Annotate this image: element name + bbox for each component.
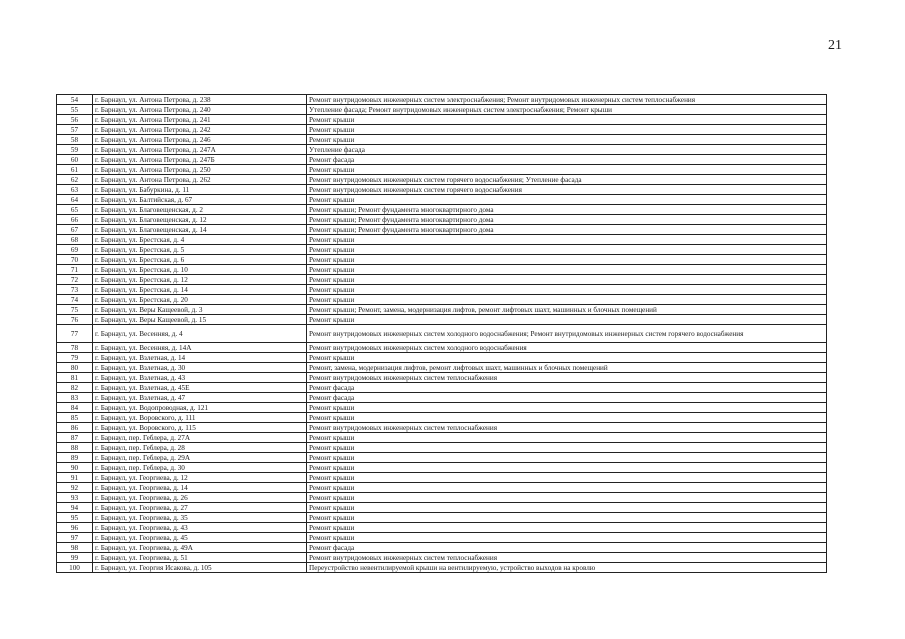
work-type-cell: Ремонт внутридомовых инженерных систем горячего водоснабжения; Утепление фасада [307, 175, 827, 185]
address-cell: г. Барнаул, пер. Геблера, д. 28 [93, 443, 307, 453]
row-number-cell: 65 [57, 205, 93, 215]
row-number-cell: 96 [57, 523, 93, 533]
work-type-cell: Ремонт крыши [307, 483, 827, 493]
row-number-cell: 99 [57, 553, 93, 563]
table-row [57, 433, 827, 443]
row-number-cell: 75 [57, 305, 93, 315]
table-row [57, 155, 827, 165]
address-cell: г. Барнаул, ул. Брестская, д. 6 [93, 255, 307, 265]
row-number-cell: 93 [57, 493, 93, 503]
table-row [57, 125, 827, 135]
table-row [57, 95, 827, 105]
work-type-cell: Ремонт крыши [307, 125, 827, 135]
address-cell: г. Барнаул, ул. Веры Кащеевой, д. 3 [93, 305, 307, 315]
row-number-cell: 64 [57, 195, 93, 205]
work-type-cell: Утепление фасада; Ремонт внутридомовых инженерных систем электроснабжения; Ремонт крыши [307, 105, 827, 115]
address-cell: г. Барнаул, ул. Антона Петрова, д. 241 [93, 115, 307, 125]
work-type-cell: Ремонт крыши [307, 135, 827, 145]
address-cell: г. Барнаул, ул. Воровского, д. 115 [93, 423, 307, 433]
row-number-cell: 92 [57, 483, 93, 493]
address-cell: г. Барнаул, ул. Георгиева, д. 45 [93, 533, 307, 543]
work-type-cell: Ремонт фасада [307, 393, 827, 403]
work-type-cell: Ремонт внутридомовых инженерных систем теплоснабжения [307, 553, 827, 563]
address-cell: г. Барнаул, ул. Бабуркина, д. 11 [93, 185, 307, 195]
table-row [57, 205, 827, 215]
table-row [57, 315, 827, 325]
address-cell: г. Барнаул, пер. Геблера, д. 27А [93, 433, 307, 443]
work-type-cell: Ремонт внутридомовых инженерных систем горячего водоснабжения [307, 185, 827, 195]
address-cell: г. Барнаул, ул. Антона Петрова, д. 250 [93, 165, 307, 175]
table-row [57, 135, 827, 145]
address-cell: г. Барнаул, ул. Брестская, д. 12 [93, 275, 307, 285]
row-number-cell: 55 [57, 105, 93, 115]
work-type-cell: Ремонт крыши [307, 463, 827, 473]
row-number-cell: 71 [57, 265, 93, 275]
row-number-cell: 68 [57, 235, 93, 245]
table-row [57, 373, 827, 383]
table-row [57, 305, 827, 315]
work-type-cell: Ремонт крыши [307, 245, 827, 255]
work-type-cell: Ремонт крыши [307, 195, 827, 205]
table-row [57, 225, 827, 235]
address-cell: г. Барнаул, ул. Весенняя, д. 4 [93, 325, 307, 343]
row-number-cell: 69 [57, 245, 93, 255]
address-cell: г. Барнаул, ул. Взлетная, д. 43 [93, 373, 307, 383]
address-cell: г. Барнаул, ул. Антона Петрова, д. 247Б [93, 155, 307, 165]
work-type-cell: Переустройство невентилируемой крыши на вентилируемую, устройство выходов на кровлю [307, 563, 827, 573]
table-row [57, 423, 827, 433]
address-cell: г. Барнаул, ул. Благовещенская, д. 12 [93, 215, 307, 225]
address-cell: г. Барнаул, пер. Геблера, д. 29А [93, 453, 307, 463]
table-row [57, 195, 827, 205]
row-number-cell: 95 [57, 513, 93, 523]
row-number-cell: 87 [57, 433, 93, 443]
work-type-cell: Ремонт крыши [307, 403, 827, 413]
address-cell: г. Барнаул, ул. Балтийская, д. 67 [93, 195, 307, 205]
row-number-cell: 66 [57, 215, 93, 225]
table-row [57, 513, 827, 523]
repair-registry-table [56, 94, 827, 573]
work-type-cell: Ремонт крыши [307, 295, 827, 305]
table-row [57, 363, 827, 373]
row-number-cell: 94 [57, 503, 93, 513]
work-type-cell: Ремонт внутридомовых инженерных систем электроснабжения; Ремонт внутридомовых инженерных систем теплоснабжения [307, 95, 827, 105]
work-type-cell: Ремонт крыши [307, 413, 827, 423]
work-type-cell: Ремонт внутридомовых инженерных систем теплоснабжения [307, 423, 827, 433]
row-number-cell: 100 [57, 563, 93, 573]
table-row [57, 275, 827, 285]
row-number-cell: 78 [57, 343, 93, 353]
table-row [57, 343, 827, 353]
address-cell: г. Барнаул, ул. Взлетная, д. 14 [93, 353, 307, 363]
row-number-cell: 57 [57, 125, 93, 135]
work-type-cell: Ремонт крыши [307, 513, 827, 523]
work-type-cell: Ремонт крыши; Ремонт фундамента многоквартирного дома [307, 205, 827, 215]
work-type-cell: Ремонт крыши [307, 255, 827, 265]
row-number-cell: 60 [57, 155, 93, 165]
row-number-cell: 62 [57, 175, 93, 185]
work-type-cell: Ремонт крыши [307, 285, 827, 295]
table-row [57, 393, 827, 403]
table-row [57, 165, 827, 175]
address-cell: г. Барнаул, ул. Антона Петрова, д. 240 [93, 105, 307, 115]
registry-body [57, 95, 827, 573]
address-cell: г. Барнаул, ул. Взлетная, д. 47 [93, 393, 307, 403]
row-number-cell: 56 [57, 115, 93, 125]
row-number-cell: 80 [57, 363, 93, 373]
row-number-cell: 84 [57, 403, 93, 413]
table-row [57, 383, 827, 393]
table-row [57, 413, 827, 423]
work-type-cell: Ремонт крыши [307, 275, 827, 285]
table-row [57, 145, 827, 155]
row-number-cell: 79 [57, 353, 93, 363]
table-row [57, 185, 827, 195]
row-number-cell: 59 [57, 145, 93, 155]
table-row [57, 483, 827, 493]
table-row [57, 285, 827, 295]
row-number-cell: 98 [57, 543, 93, 553]
work-type-cell: Ремонт внутридомовых инженерных систем холодного водоснабжения [307, 343, 827, 353]
work-type-cell: Утепление фасада [307, 145, 827, 155]
table-row [57, 265, 827, 275]
page-number: 21 [828, 38, 842, 53]
address-cell: г. Барнаул, ул. Брестская, д. 20 [93, 295, 307, 305]
row-number-cell: 97 [57, 533, 93, 543]
address-cell: г. Барнаул, ул. Антона Петрова, д. 247А [93, 145, 307, 155]
table-row [57, 443, 827, 453]
work-type-cell: Ремонт крыши [307, 473, 827, 483]
table-row [57, 295, 827, 305]
table-row [57, 503, 827, 513]
work-type-cell: Ремонт крыши; Ремонт фундамента многоквартирного дома [307, 215, 827, 225]
table-row [57, 325, 827, 343]
table-row [57, 175, 827, 185]
row-number-cell: 61 [57, 165, 93, 175]
address-cell: г. Барнаул, ул. Георгиева, д. 43 [93, 523, 307, 533]
work-type-cell: Ремонт крыши [307, 503, 827, 513]
row-number-cell: 77 [57, 325, 93, 343]
table-row [57, 115, 827, 125]
address-cell: г. Барнаул, ул. Брестская, д. 5 [93, 245, 307, 255]
address-cell: г. Барнаул, пер. Геблера, д. 30 [93, 463, 307, 473]
row-number-cell: 63 [57, 185, 93, 195]
row-number-cell: 58 [57, 135, 93, 145]
row-number-cell: 90 [57, 463, 93, 473]
row-number-cell: 72 [57, 275, 93, 285]
table-row [57, 453, 827, 463]
address-cell: г. Барнаул, ул. Антона Петрова, д. 242 [93, 125, 307, 135]
address-cell: г. Барнаул, ул. Брестская, д. 14 [93, 285, 307, 295]
row-number-cell: 70 [57, 255, 93, 265]
table-row [57, 353, 827, 363]
address-cell: г. Барнаул, ул. Весенняя, д. 14А [93, 343, 307, 353]
address-cell: г. Барнаул, ул. Георгия Исакова, д. 105 [93, 563, 307, 573]
table-row [57, 235, 827, 245]
table-row [57, 403, 827, 413]
work-type-cell: Ремонт крыши [307, 453, 827, 463]
address-cell: г. Барнаул, ул. Воровского, д. 111 [93, 413, 307, 423]
address-cell: г. Барнаул, ул. Благовещенская, д. 2 [93, 205, 307, 215]
work-type-cell: Ремонт крыши [307, 353, 827, 363]
address-cell: г. Барнаул, ул. Взлетная, д. 30 [93, 363, 307, 373]
address-cell: г. Барнаул, ул. Георгиева, д. 27 [93, 503, 307, 513]
work-type-cell: Ремонт, замена, модернизация лифтов, ремонт лифтовых шахт, машинных и блочных помещений [307, 363, 827, 373]
address-cell: г. Барнаул, ул. Георгиева, д. 49А [93, 543, 307, 553]
work-type-cell: Ремонт крыши [307, 523, 827, 533]
table-row [57, 553, 827, 563]
row-number-cell: 89 [57, 453, 93, 463]
table-row [57, 563, 827, 573]
address-cell: г. Барнаул, ул. Антона Петрова, д. 238 [93, 95, 307, 105]
row-number-cell: 91 [57, 473, 93, 483]
row-number-cell: 82 [57, 383, 93, 393]
work-type-cell: Ремонт крыши [307, 115, 827, 125]
address-cell: г. Барнаул, ул. Веры Кащеевой, д. 15 [93, 315, 307, 325]
work-type-cell: Ремонт крыши [307, 493, 827, 503]
work-type-cell: Ремонт фасада [307, 383, 827, 393]
table-row [57, 493, 827, 503]
address-cell: г. Барнаул, ул. Георгиева, д. 26 [93, 493, 307, 503]
work-type-cell: Ремонт фасада [307, 155, 827, 165]
work-type-cell: Ремонт внутридомовых инженерных систем теплоснабжения [307, 373, 827, 383]
row-number-cell: 73 [57, 285, 93, 295]
address-cell: г. Барнаул, ул. Взлетная, д. 45Е [93, 383, 307, 393]
table-row [57, 523, 827, 533]
work-type-cell: Ремонт крыши [307, 315, 827, 325]
address-cell: г. Барнаул, ул. Благовещенская, д. 14 [93, 225, 307, 235]
row-number-cell: 86 [57, 423, 93, 433]
table-row [57, 255, 827, 265]
row-number-cell: 54 [57, 95, 93, 105]
address-cell: г. Барнаул, ул. Антона Петрова, д. 246 [93, 135, 307, 145]
row-number-cell: 76 [57, 315, 93, 325]
address-cell: г. Барнаул, ул. Брестская, д. 4 [93, 235, 307, 245]
address-cell: г. Барнаул, ул. Водопроводная, д. 121 [93, 403, 307, 413]
row-number-cell: 74 [57, 295, 93, 305]
row-number-cell: 88 [57, 443, 93, 453]
row-number-cell: 81 [57, 373, 93, 383]
address-cell: г. Барнаул, ул. Георгиева, д. 35 [93, 513, 307, 523]
work-type-cell: Ремонт фасада [307, 543, 827, 553]
row-number-cell: 67 [57, 225, 93, 235]
work-type-cell: Ремонт крыши [307, 165, 827, 175]
work-type-cell: Ремонт внутридомовых инженерных систем холодного водоснабжения; Ремонт внутридомовых инженерных систем горячего водоснабжения [307, 325, 827, 343]
work-type-cell: Ремонт крыши; Ремонт, замена, модернизация лифтов, ремонт лифтовых шахт, машинных и блочных помещений [307, 305, 827, 315]
work-type-cell: Ремонт крыши [307, 533, 827, 543]
work-type-cell: Ремонт крыши [307, 433, 827, 443]
row-number-cell: 83 [57, 393, 93, 403]
work-type-cell: Ремонт крыши [307, 235, 827, 245]
row-number-cell: 85 [57, 413, 93, 423]
table-row [57, 463, 827, 473]
address-cell: г. Барнаул, ул. Брестская, д. 10 [93, 265, 307, 275]
table-row [57, 245, 827, 255]
work-type-cell: Ремонт крыши [307, 443, 827, 453]
address-cell: г. Барнаул, ул. Антона Петрова, д. 262 [93, 175, 307, 185]
table-row [57, 473, 827, 483]
work-type-cell: Ремонт крыши; Ремонт фундамента многоквартирного дома [307, 225, 827, 235]
table-row [57, 543, 827, 553]
address-cell: г. Барнаул, ул. Георгиева, д. 14 [93, 483, 307, 493]
address-cell: г. Барнаул, ул. Георгиева, д. 12 [93, 473, 307, 483]
address-cell: г. Барнаул, ул. Георгиева, д. 51 [93, 553, 307, 563]
table-row [57, 533, 827, 543]
table-row [57, 215, 827, 225]
table-row [57, 105, 827, 115]
work-type-cell: Ремонт крыши [307, 265, 827, 275]
